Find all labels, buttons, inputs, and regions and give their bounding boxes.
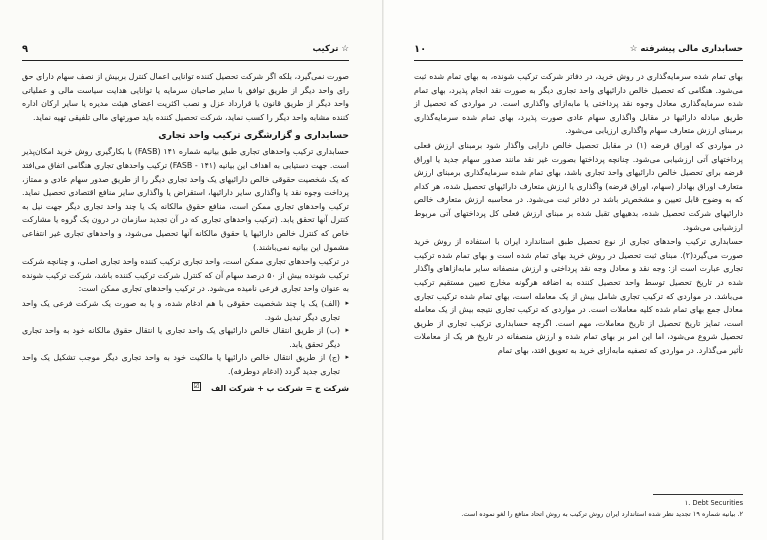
- right-paragraph-2: در مواردی که اوراق قرضه (۱) در مقابل تحصیل خالص دارایی واگذار شود برمبنای ارزش فعلی پرداختهای آتی ارزشیابی می‌شود. چنانچه پرداختها بصورت غیر نقد مانند صدور سهام جدید یا اوراق قرضه برای تحصیل خالص دارائیهای واحد تجاری باشد، بهای تمام شده سرمایه‌گذاری برمبنای ارزش متعارف اوراق بهادار (سهام، اوراق قرضه) واگذاری یا ارزش متعارف دارائیهای تحصیل شده، هر کدام که به وضوح قابل تعیین و مشخص‌تر باشد در دفاتر ثبت می‌شود. در محاسبه ارزش متعارف خالص دارائیهای شرکت تحصیل شده، بدهیهای تقبل شده بر مبنای ارزش فعلی کل پرداختهای آتی مربوط ارزشیابی می‌شود.: [414, 140, 743, 232]
- left-page-number: ۹: [22, 44, 29, 55]
- right-page: [384, 0, 767, 540]
- footnote-rule: [653, 494, 743, 495]
- left-header-title: ☆ ترکیب: [312, 44, 349, 54]
- list-item: ▸ (ج) از طریق انتقال خالص دارائیها یا مالکیت خود به واحد تجاری دیگر موجب تشکیل یک واحد تجاری جدید گردد (ادغام دوطرفه).: [22, 351, 349, 378]
- right-page-body: [414, 70, 743, 358]
- left-section-paragraph-2: در ترکیب واحدهای تجاری ممکن است، واحد تجاری ترکیب کننده واحد تجاری اصلی، و چنانچه شرکت ترکیب شونده بیش از ۵۰ درصد سهام آن که کنترل شرکت ترکیب کننده باشد، شرکت ترکیب شونده به عنوان واحد تجاری فرعی نامیده می‌شود. در ترکیب واحدهای تجاری ممکن است:: [22, 257, 349, 294]
- right-header-rule: [414, 60, 743, 61]
- footnote-1: ۱. Debt Securities: [684, 499, 743, 507]
- left-page-body: [22, 70, 349, 396]
- left-page: [0, 0, 383, 540]
- checkbox-icon: ☑: [193, 382, 200, 391]
- combination-types-list: [22, 297, 349, 379]
- footnotes: [414, 494, 743, 520]
- right-paragraph-1: بهای تمام شده سرمایه‌گذاری در روش خرید، در دفاتر شرکت ترکیب شونده، به بهای تمام شده ثبت می‌شود. هنگامی که تحصیل خالص دارائیهای واحد تجاری دیگر به صورت نقد انجام پذیرد، بهای تمام شده سرمایه‌گذاری معادل وجوه نقد پرداختی یا مابه‌ازای واگذاری است. در مواردی که تحصیل از طریق مبادله دارائیها در مقابل واگذاری سهام عادی صورت پذیرد، بهای تمام شده سرمایه‌گذاری برمبنای ارزش متعارف سهام واگذاری ارزیابی می‌شود.: [414, 72, 743, 136]
- left-paragraph-1: صورت نمی‌گیرد، بلکه اگر شرکت تحصیل کننده توانایی اعمال کنترل بربیش از نصف سهام دارای حق رای واحد دیگر از طریق توافق با سایر صاحبان سرمایه یا توانایی هدایت سیاست مالی و عملیاتی واحد دیگر از طریق قانون یا قرارداد عزل و نصب اکثریت اعضای هیئت مدیره یا سایر ارکان اداره کننده مشابه واحد دیگر را کسب نماید، شرکت تحصیل کننده باید صورتهای مالی تلفیقی تهیه نماید.: [22, 72, 349, 122]
- merger-formula: [22, 382, 349, 396]
- formula-text: شرکت ج = شرکت ب + شرکت الف: [211, 384, 349, 394]
- right-page-header: [414, 44, 743, 58]
- right-header-title: حسابداری مالی پیشرفته ☆: [629, 44, 743, 54]
- footnote-2: ۲. بیانیه شماره ۱۹ تجدید نظر شده استاندارد ایران روش ترکیب به روش اتحاد منافع را لغو نموده است.: [461, 510, 743, 518]
- section-heading: حسابداری و گزارشگری ترکیب واحد تجاری: [158, 130, 349, 142]
- right-page-number: ۱۰: [414, 44, 427, 55]
- left-header-rule: [22, 60, 349, 61]
- list-item: ▸ (ب) از طریق انتقال خالص دارائیهای یک واحد تجاری یا انتقال حقوق مالکانه خود به واحد تجاری دیگر تحقق یابد.: [22, 324, 349, 351]
- list-item: ▸ (الف) یک یا چند شخصیت حقوقی با هم ادغام شده، و یا به صورت یک شرکت فرعی یک واحد تجاری دیگر تبدیل شود.: [22, 297, 349, 324]
- right-paragraph-3: حسابداری ترکیب واحدهای تجاری از نوع تحصیل طبق استاندارد ایران با استفاده از روش خرید صورت می‌گیرد(۲). مبنای ثبت تحصیل در روش خرید بهای تمام شده است و بهای تمام شده ترکیب تجاری عبارت است از: وجه نقد و معادل وجه نقد پرداختی و ارزش منصفانه سایر مابه‌ازاهای واگذار شده در تاریخ تحصیل توسط واحد تحصیل کننده به اضافه هرگونه مخارج تعیین مستقیم ترکیب می‌باشد. در مواردی که ترکیب تجاری شامل بیش از یک معامله است، بهای تمام شده ترکیب تجاری معادل جمع بهای تمام شده کلیه معاملات است. در مواردی که ترکیب تجاری نتیجه بیش از یک معامله است، تمایز تاریخ تحصیل از تاریخ معاملات، مهم است. اگرچه حسابداری ترکیب تجاری از طریق تحصیل شروع می‌شود، اما این امر بر بهای تمام شده و ارزش منصفانه در تاریخ هر یک از معاملات تأثیر می‌گذارد. در مواردی که تصفیه مابه‌ازای خرید به تعویق افتد، بهای تمام: [414, 237, 743, 355]
- left-section-paragraph-1: حسابداری ترکیب واحدهای تجاری طبق بیانیه شماره ۱۴۱ (FASB) با بکارگیری روش خرید امکان‌پذیر است. جهت دستیابی به اهداف این بیانیه (۱۴۱ - FASB) ترکیب واحدهای تجاری هنگامی اتفاق می‌افتد که یک شخصیت حقوقی خالص دارائیهای یک واحد تجاری دیگر را از طریق صدور سهام عادی و ممتاز، پرداخت وجوه نقد یا واگذاری سایر دارائیها، استقراض یا واگذاری سایر منافع اقتصادی تحصیل نماید. ترکیب واحدهای تجاری ممکن است، منافع حقوق مالکانه یک یا چند واحد تجاری دیگر جهت نیل به کنترل آنها تحقق یابد. (ترکیب واحدهای تجاری که در آن تجدید سازمان در درون یک گروه یا مشارکت خاص که کنترل خالص دارائیها یا حقوق مالکانه آنها تحصیل می‌شود، و واحدهای تجاری غیر انتفاعی مشمول این بیانیه نمی‌باشند.): [22, 147, 350, 252]
- left-page-header: [22, 44, 349, 58]
